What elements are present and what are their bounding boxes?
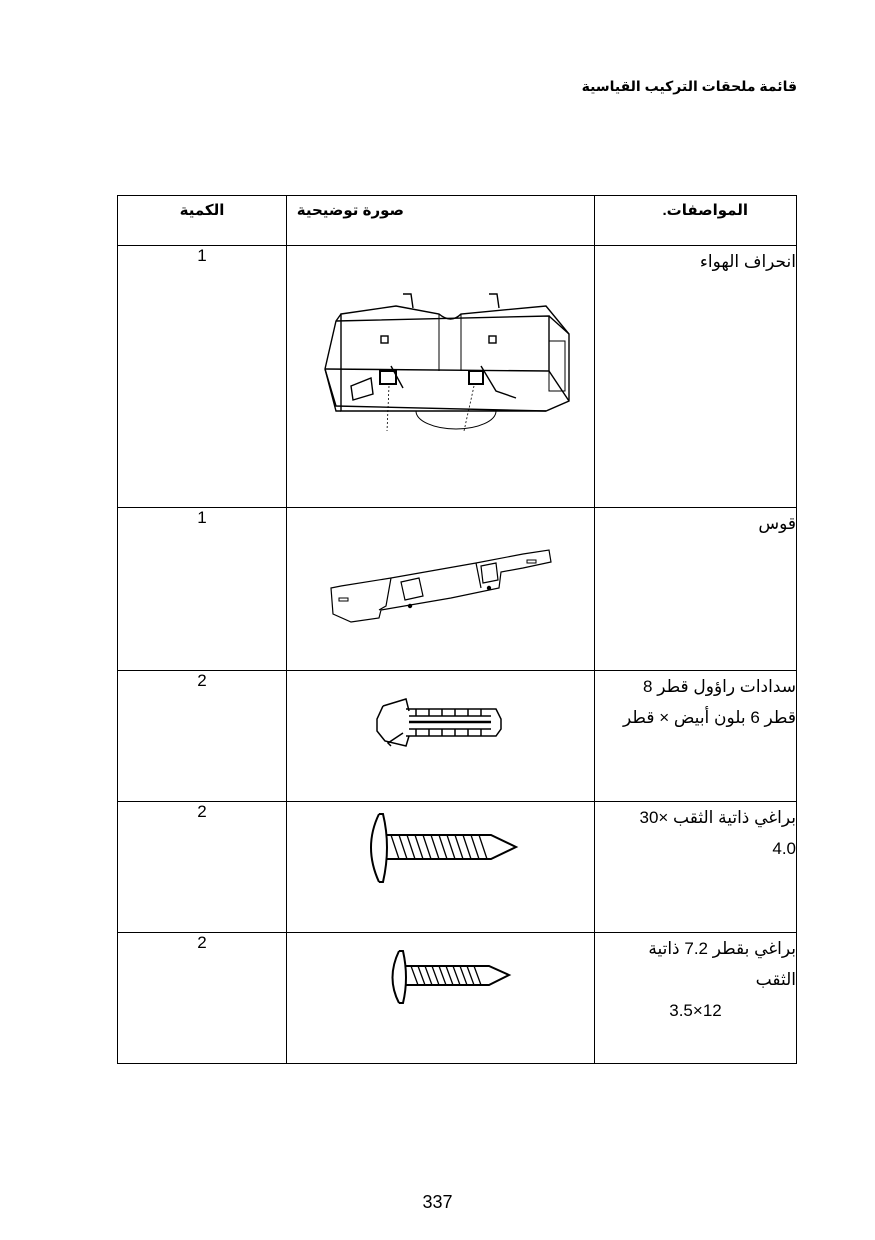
page-title: قائمة ملحقات التركيب القياسية bbox=[581, 78, 797, 94]
spec-line: انحراف الهواء bbox=[699, 252, 796, 271]
table-row bbox=[118, 246, 797, 508]
quantity-cell: 2 bbox=[118, 671, 287, 802]
spec-line: براغي ذاتية الثقب ×30 bbox=[639, 808, 796, 827]
table-row bbox=[118, 802, 797, 933]
spec-line: 4.0 bbox=[772, 839, 796, 858]
wall-plug-icon bbox=[291, 671, 591, 801]
spec-line: قوس bbox=[758, 514, 796, 533]
page-number: 337 bbox=[422, 1192, 453, 1212]
spec-line: قطر 6 بلون أبيض × قطر bbox=[623, 708, 796, 727]
header-illustration: صورة توضيحية bbox=[296, 202, 404, 219]
table-row bbox=[118, 933, 797, 1064]
accessories-table bbox=[117, 195, 797, 1064]
spec-line: 12×3.5 bbox=[669, 1001, 722, 1020]
header-specifications: المواصفات. bbox=[662, 202, 748, 219]
long-screw-icon bbox=[291, 802, 591, 932]
bracket-icon bbox=[291, 508, 591, 668]
quantity-cell: 1 bbox=[118, 508, 287, 671]
spec-line: الثقب bbox=[755, 970, 796, 989]
header-quantity: الكمية bbox=[179, 202, 225, 219]
quantity-cell: 1 bbox=[118, 246, 287, 508]
spec-line: براغي بقطر 7.2 ذاتية bbox=[648, 939, 796, 958]
table-header-row bbox=[118, 196, 797, 246]
spec-line: سدادات راؤول قطر 8 bbox=[643, 677, 796, 696]
table-row bbox=[118, 671, 797, 802]
air-deflector-icon bbox=[291, 246, 591, 506]
quantity-cell: 2 bbox=[118, 802, 287, 933]
short-screw-icon bbox=[291, 933, 591, 1063]
table-row bbox=[118, 508, 797, 671]
quantity-cell: 2 bbox=[118, 933, 287, 1064]
